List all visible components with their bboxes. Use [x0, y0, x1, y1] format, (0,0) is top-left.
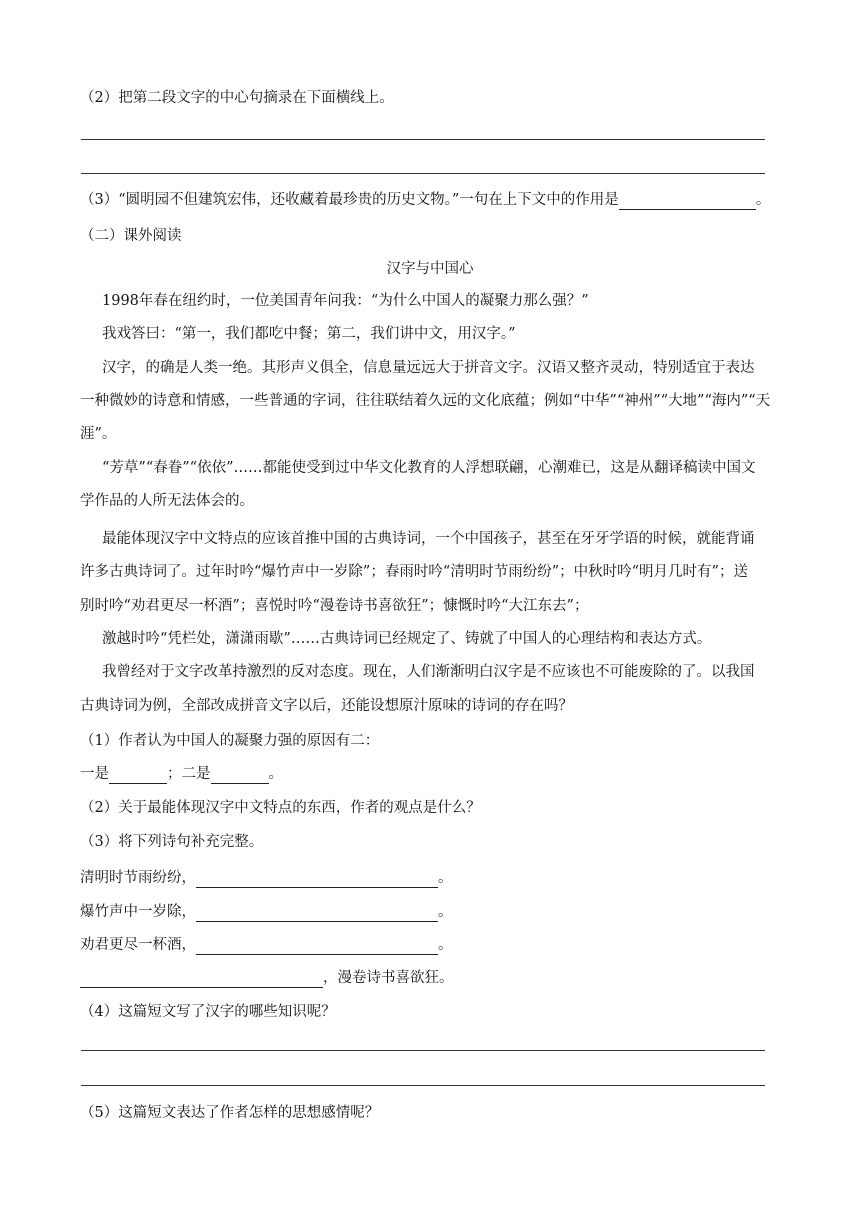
answer-line	[81, 1050, 765, 1051]
period: 。	[438, 937, 453, 953]
section-title: （二）课外阅读	[80, 228, 182, 244]
paragraph-line: 许多古典诗词了。过年时吟“爆竹声中一岁除”；春雨时吟“清明时节雨纷纷”；中秋时吟“明月几时有”；送	[80, 564, 748, 580]
question-1: （1）作者认为中国人的凝聚力强的原因有二：	[80, 733, 380, 749]
answer-blank	[211, 767, 269, 784]
paragraph-line: 我曾经对于文字改革持激烈的反对态度。现在，人们渐渐明白汉字是不应该也不可能废除的了。以我国	[102, 664, 755, 680]
period: 。	[438, 870, 453, 886]
question-4: （4）这篇短文写了汉字的哪些知识呢？	[80, 1004, 336, 1020]
question-2-top: （2）把第二段文字的中心句摘录在下面横线上。	[80, 90, 394, 106]
answer-blank	[196, 905, 438, 922]
paragraph-line: 别时吟“劝君更尽一杯酒”；喜悦时吟“漫卷诗书喜欲狂”；慷慨时吟“大江东去”；	[80, 598, 589, 614]
answer-line	[81, 139, 765, 140]
question-5: （5）这篇短文表达了作者怎样的思想感情呢？	[80, 1105, 380, 1121]
label-second: ；二是	[167, 766, 211, 782]
period: 。	[268, 766, 283, 782]
poem-text: 清明时节雨纷纷，	[80, 870, 196, 886]
paragraph-line: 激越时吟“凭栏处，潇潇雨歇”……古典诗词已经规定了、铸就了中国人的心理结构和表达方式。	[102, 631, 712, 647]
question-3: （3）将下列诗句补充完整。	[80, 834, 264, 850]
answer-blank	[619, 193, 756, 210]
poem-text: 劝君更尽一杯酒，	[80, 937, 196, 953]
poem-line	[80, 935, 780, 955]
paragraph-line: “芳草”“春眷”“依依”……都能使受到过中华文化教育的人浮想联翩，心潮难已，这是从翻译稿读中国文	[102, 460, 756, 476]
article-title: 汉字与中国心	[386, 261, 474, 277]
question-3-end: 。	[755, 192, 771, 208]
answer-blank	[196, 871, 438, 888]
question-3-top	[80, 190, 770, 210]
question-3-text: （3）“圆明园不但建筑宏伟，还收藏着最珍贵的历史文物。”一句在上下文中的作用是	[80, 192, 619, 208]
poem-line	[80, 968, 780, 988]
answer-blank	[80, 971, 323, 988]
question-1-answers	[80, 764, 780, 784]
paragraph-line: 古典诗词为例，全部改成拼音文字以后，还能设想原汁原味的诗词的存在吗？	[80, 698, 573, 714]
paragraph-line: 我戏答曰：“第一，我们都吃中餐；第二，我们讲中文，用汉字。”	[102, 326, 516, 342]
period: 。	[438, 904, 453, 920]
answer-blank	[109, 767, 167, 784]
poem-text: 爆竹声中一岁除，	[80, 904, 196, 920]
paragraph-line: 一种微妙的诗意和情感，一些普通的字词，往往联结着久远的文化底蕴；例如“中华”“神州”“大地”“海内”“天	[80, 393, 771, 409]
answer-blank	[196, 938, 438, 955]
answer-line	[81, 173, 765, 174]
question-2: （2）关于最能体现汉字中文特点的东西，作者的观点是什么？	[80, 800, 481, 816]
paragraph-line: 涯”。	[80, 426, 117, 442]
poem-line	[80, 902, 780, 922]
paragraph-line: 最能体现汉字中文特点的应该首推中国的古典诗词，一个中国孩子，甚至在牙牙学语的时候，就能背诵	[102, 531, 755, 547]
paragraph-line: 1998年春在纽约时，一位美国青年问我：“为什么中国人的凝聚力那么强？”	[102, 293, 589, 309]
paragraph-line: 学作品的人所无法体会的。	[80, 493, 254, 509]
poem-line	[80, 868, 780, 888]
paragraph-line: 汉字，的确是人类一绝。其形声义俱全，信息量远远大于拼音文字。汉语又整齐灵动，特别适宜于表达	[102, 360, 755, 376]
label-first: 一是	[80, 766, 109, 782]
poem-text: ，漫卷诗书喜欲狂。	[323, 970, 454, 986]
answer-line	[81, 1085, 765, 1086]
